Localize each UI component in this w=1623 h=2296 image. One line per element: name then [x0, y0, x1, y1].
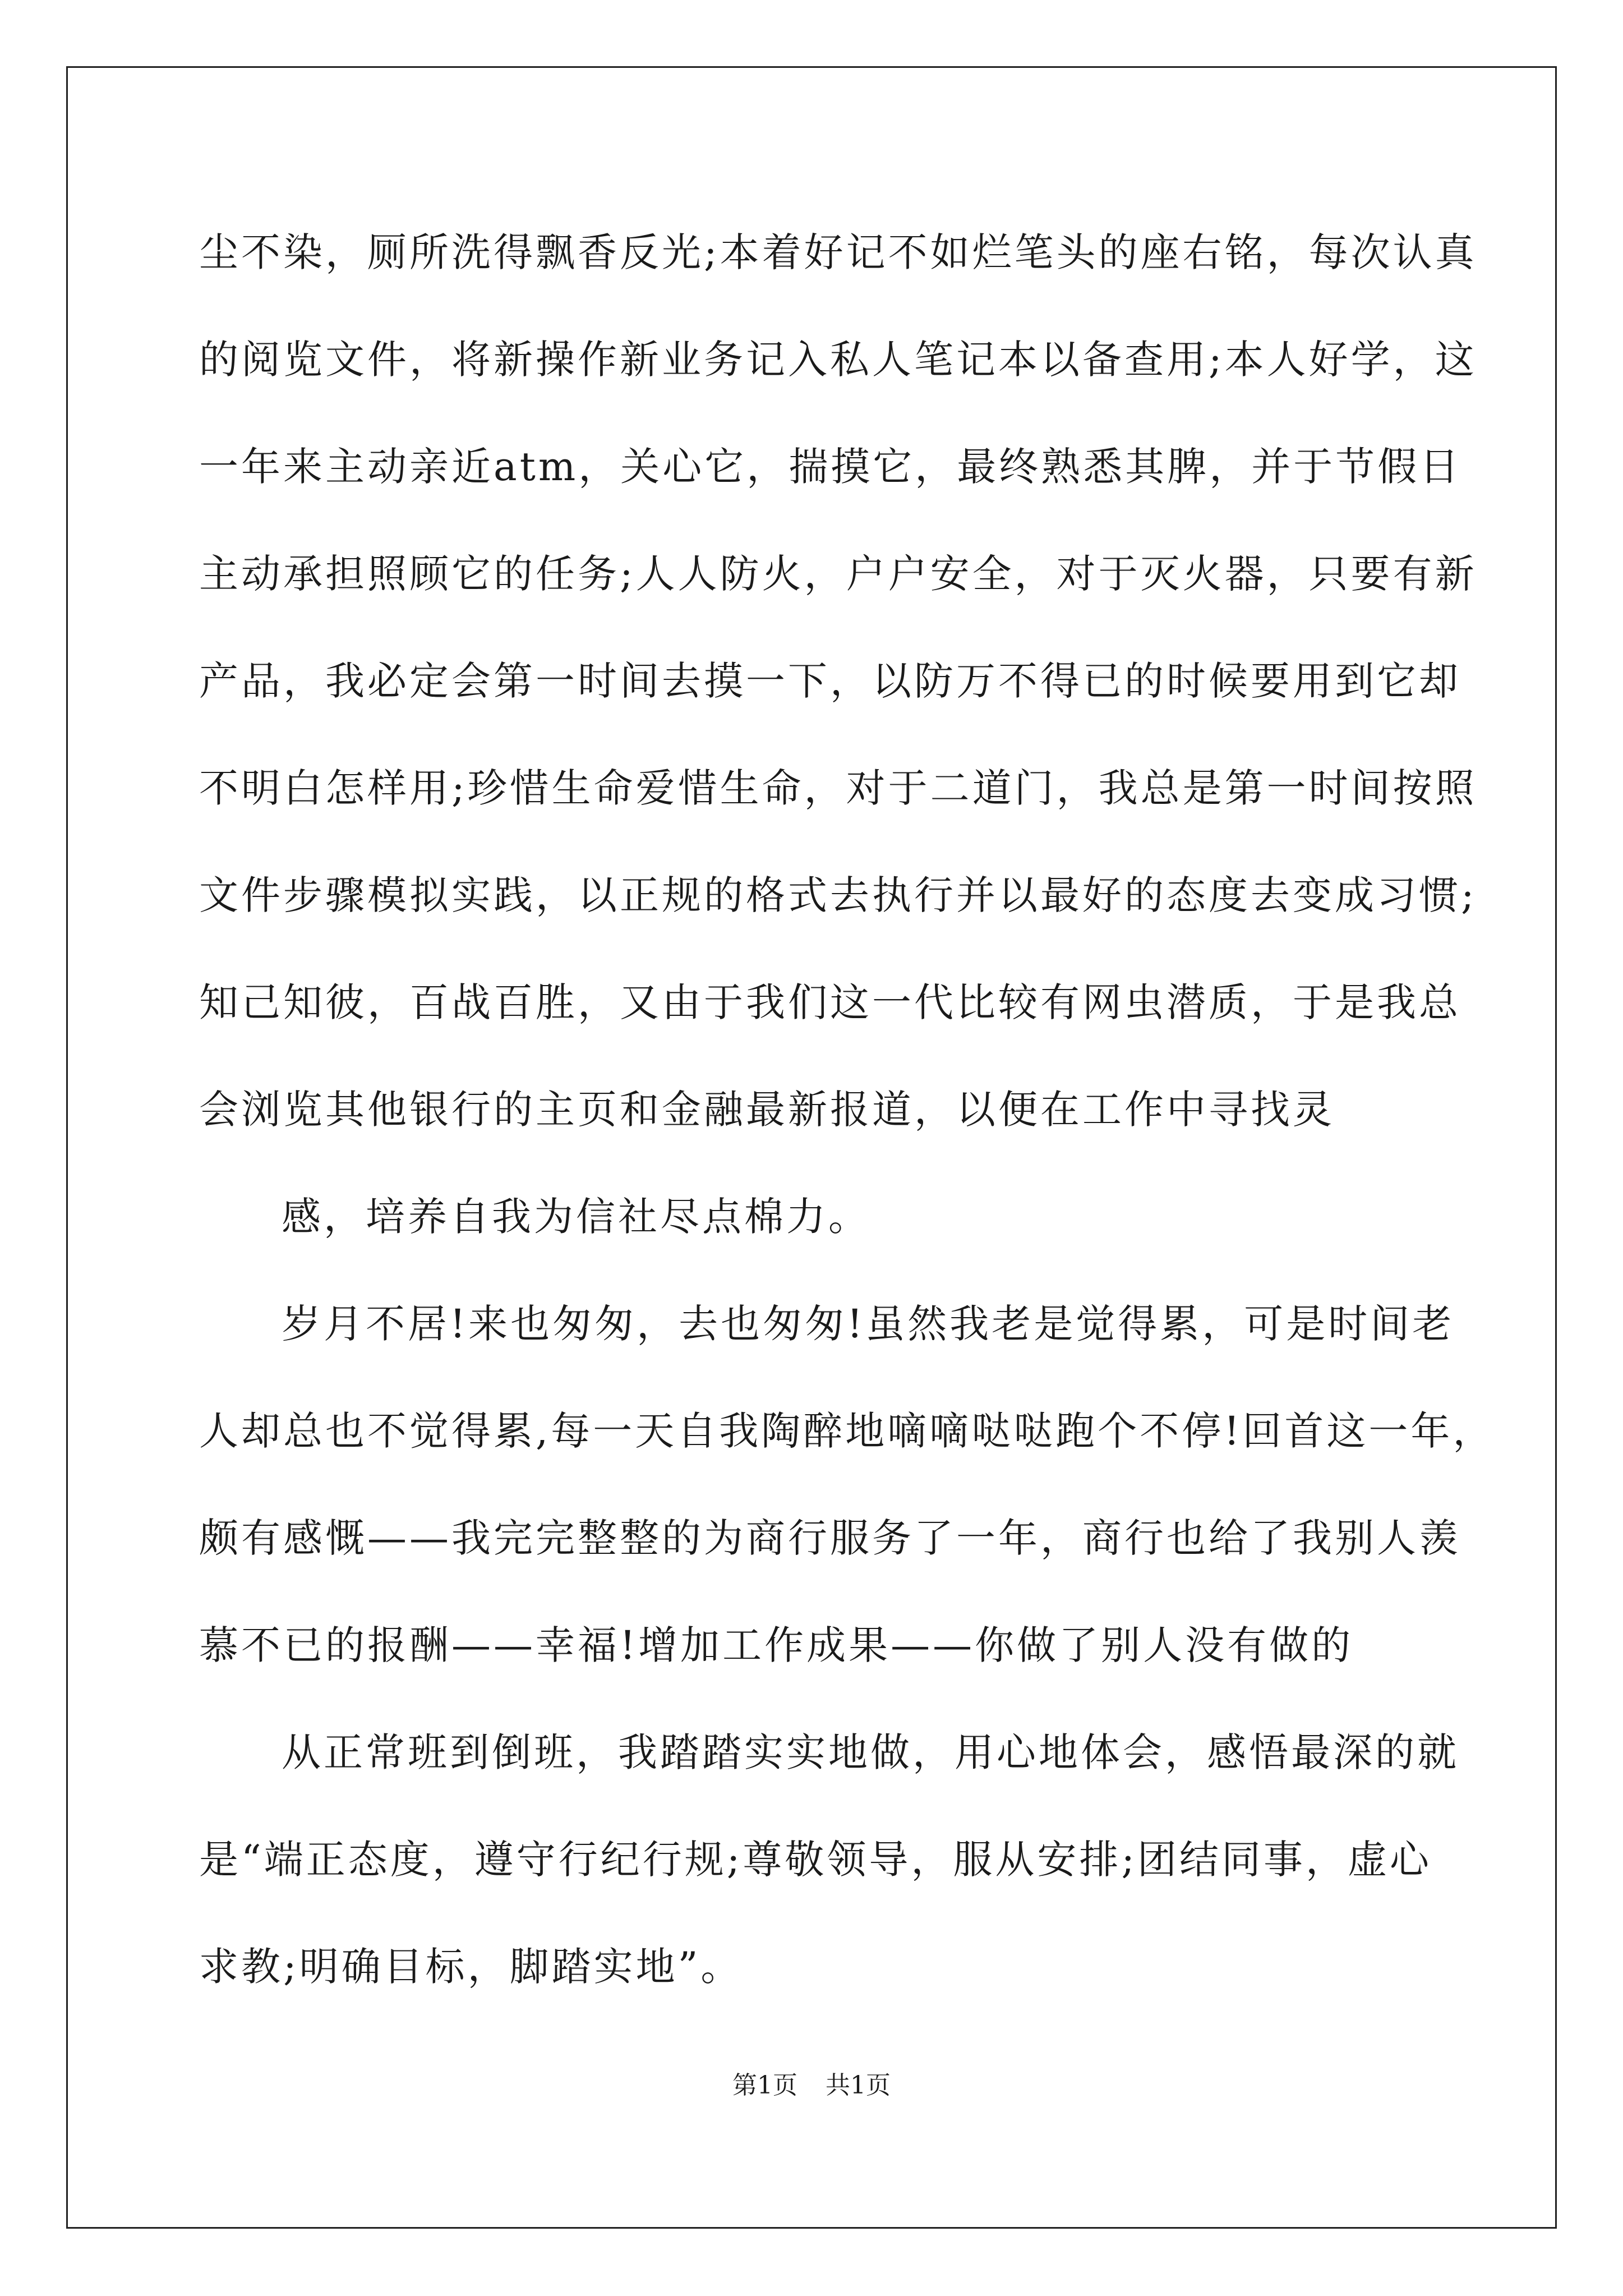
text-line: 人却总也不觉得累,每一天自我陶醉地嘀嘀哒哒跑个不停!回首这一年， [199, 1408, 1495, 1454]
text-line: 文件步骤模拟实践，以正规的格式去执行并以最好的态度去变成习惯; [199, 872, 1477, 918]
text-line: 感，培养自我为信社尽点棉力。 [282, 1194, 870, 1240]
text-line: 尘不染，厕所洗得飘香反光;本着好记不如烂笔头的座右铭，每次认真 [199, 229, 1477, 275]
document-body [199, 199, 1495, 2021]
text-line: 颇有感慨——我完完整整的为商行服务了一年，商行也给了我别人羡 [199, 1515, 1461, 1561]
text-line: 从正常班到倒班，我踏踏实实地做，用心地体会，感悟最深的就 [282, 1729, 1459, 1775]
text-line: 岁月不居!来也匆匆，去也匆匆!虽然我老是觉得累，可是时间老 [282, 1301, 1455, 1347]
text-line: 知己知彼，百战百胜，又由于我们这一代比较有网虫潜质，于是我总 [199, 979, 1461, 1025]
text-line: 慕不已的报酬——幸福!增加工作成果——你做了别人没有做的 [199, 1622, 1354, 1668]
page-footer [0, 2069, 1623, 2102]
text-line: 是“端正态度，遵守行纪行规;尊敬领导，服从安排;团结同事，虚心 [199, 1837, 1432, 1883]
page-number-current: 第1页 [732, 2071, 797, 2100]
text-line: 会浏览其他银行的主页和金融最新报道，以便在工作中寻找灵 [199, 1087, 1335, 1133]
text-line: 不明白怎样用;珍惜生命爱惜生命，对于二道门，我总是第一时间按照 [199, 765, 1477, 811]
text-line: 一年来主动亲近atm，关心它，揣摸它，最终熟悉其脾，并于节假日 [199, 444, 1462, 490]
text-line: 的阅览文件，将新操作新业务记入私人笔记本以备查用;本人好学，这 [199, 337, 1477, 383]
text-line: 求教;明确目标，脚踏实地”。 [199, 1944, 743, 1990]
text-line: 产品，我必定会第一时间去摸一下，以防万不得已的时候要用到它却 [199, 658, 1461, 704]
text-line: 主动承担照顾它的任务;人人防火，户户安全，对于灭火器，只要有新 [199, 551, 1477, 597]
page-number-total: 共1页 [826, 2071, 891, 2100]
